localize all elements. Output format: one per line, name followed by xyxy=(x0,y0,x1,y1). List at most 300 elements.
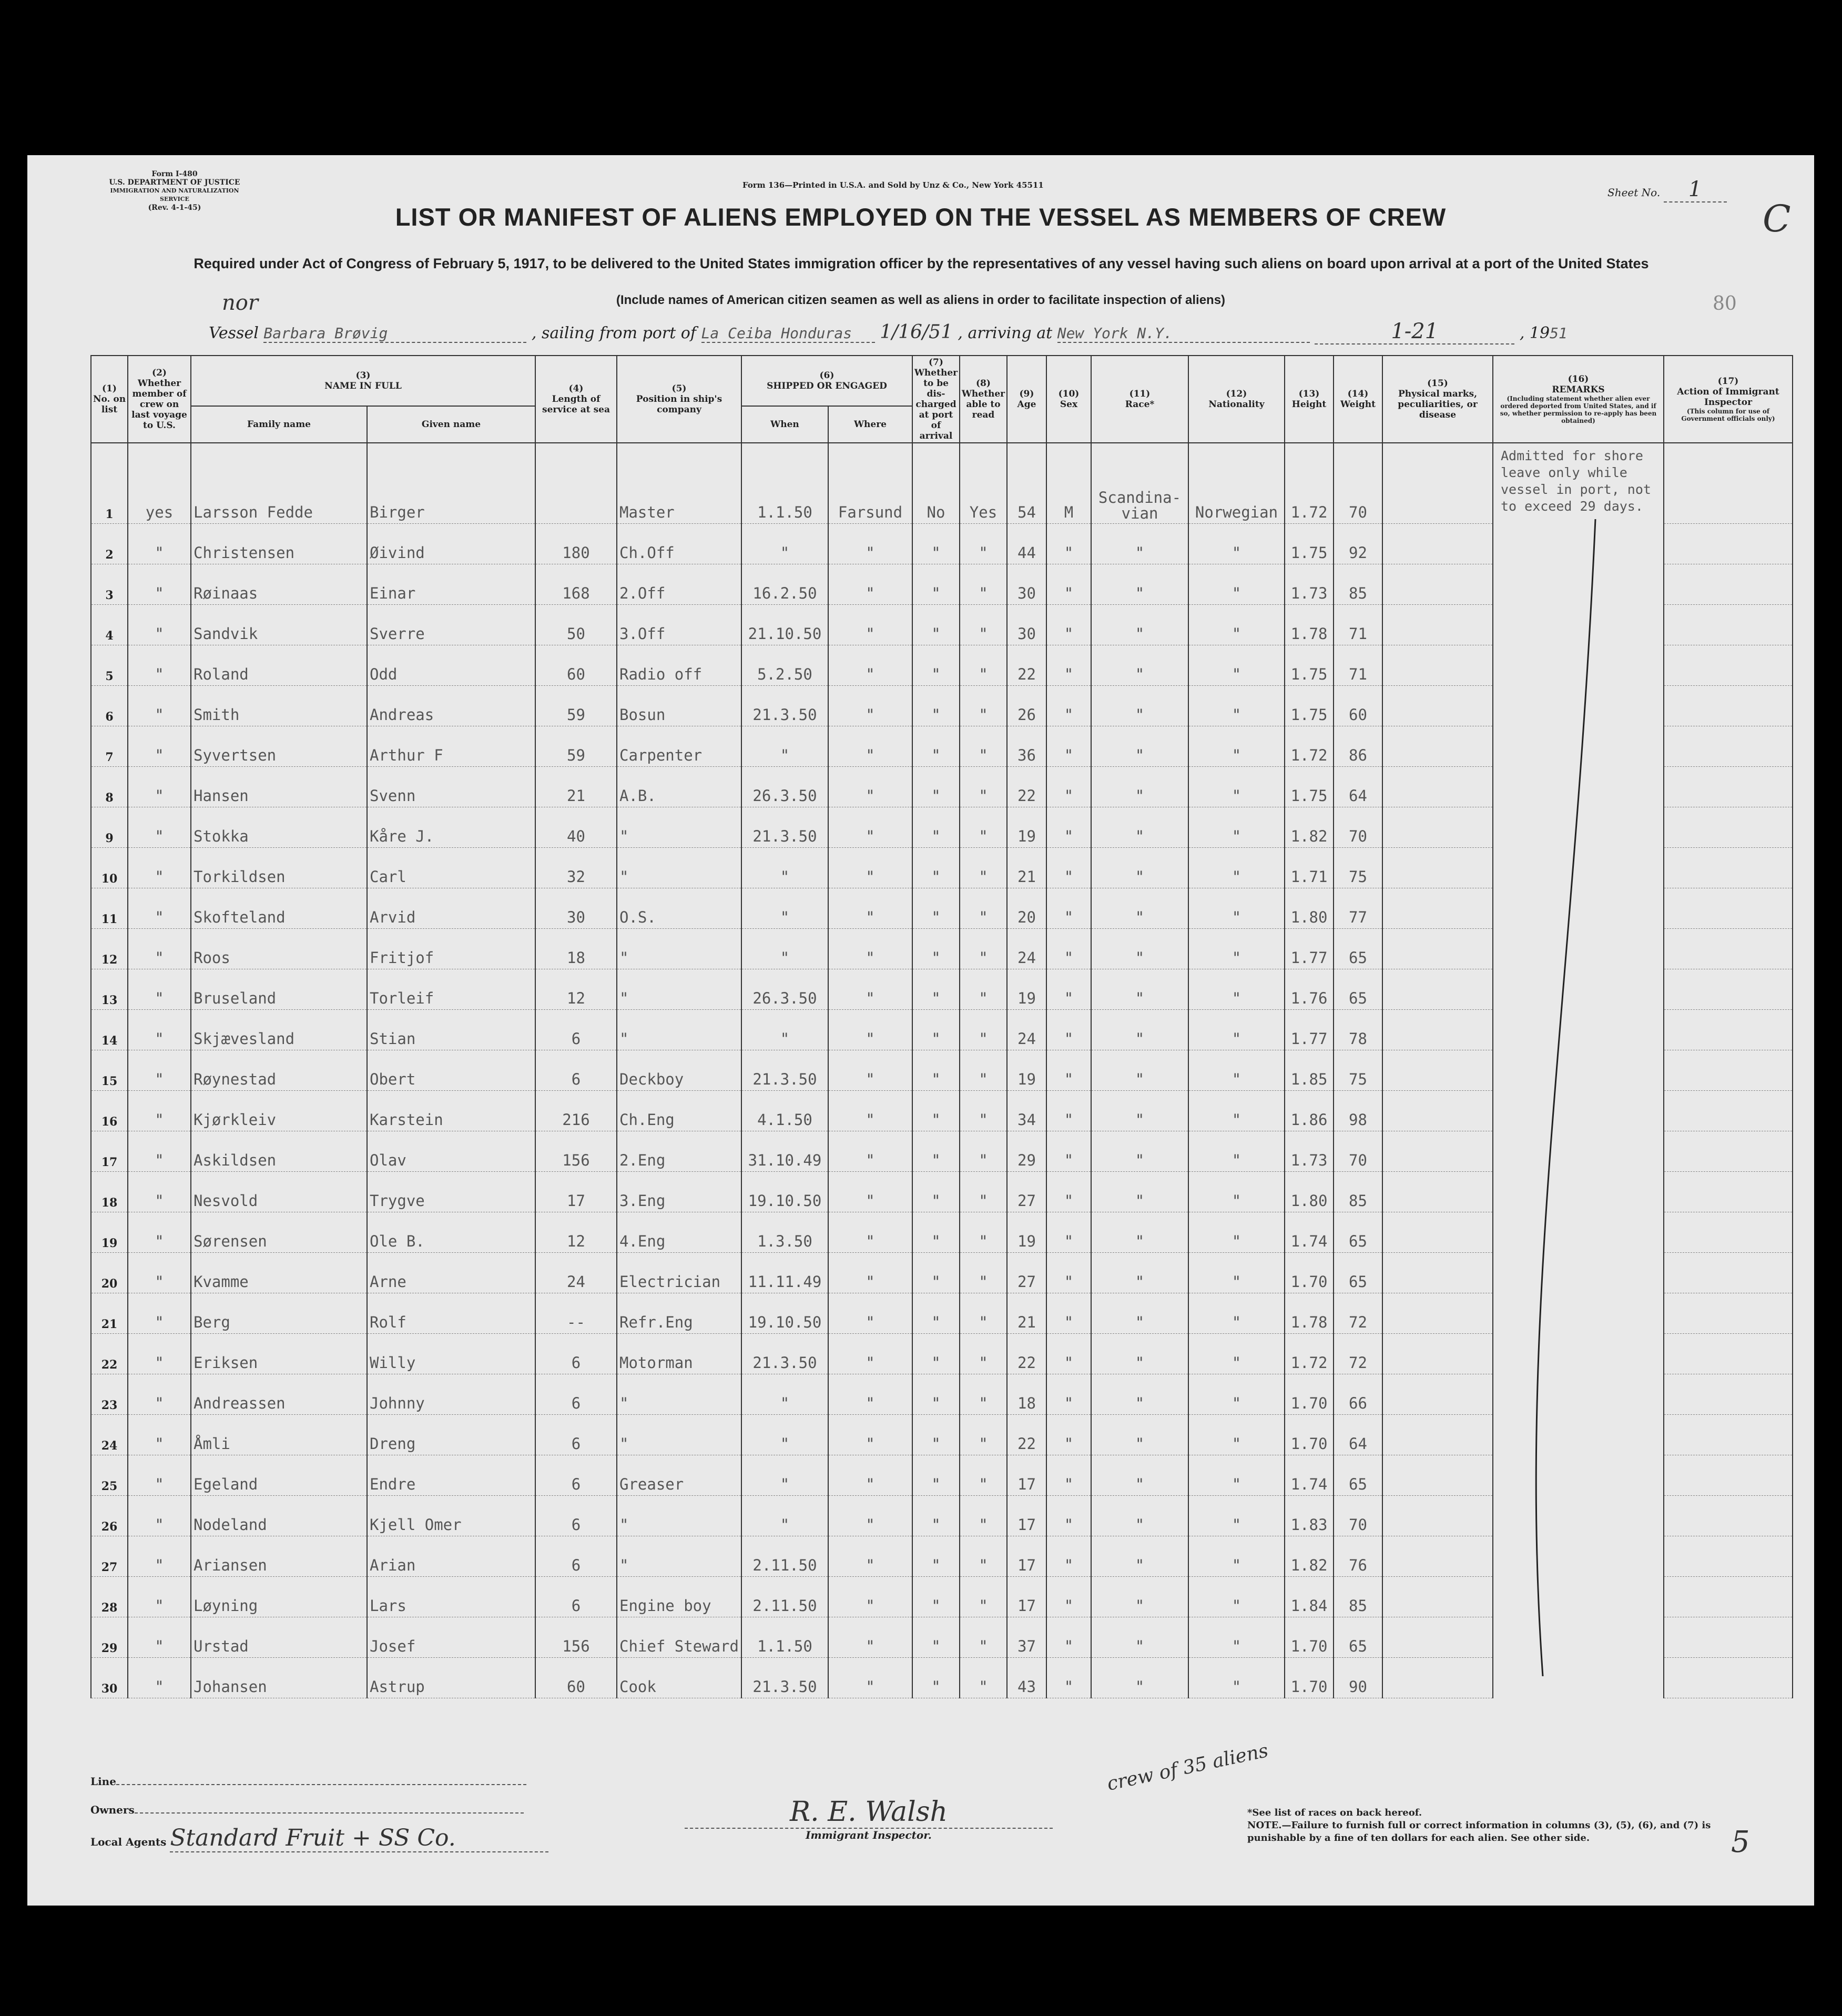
cell-action xyxy=(1664,1091,1793,1131)
cell-given: Birger xyxy=(367,483,535,524)
cell-height: 1.77 xyxy=(1285,929,1334,969)
cell-physical xyxy=(1382,1334,1493,1374)
cell-physical xyxy=(1382,1374,1493,1415)
cell-where: " xyxy=(828,929,912,969)
cell-sex: " xyxy=(1046,1293,1091,1334)
cell-position: " xyxy=(617,1536,741,1577)
cell-given: Einar xyxy=(367,564,535,605)
owners-label: Owners xyxy=(90,1804,135,1816)
cell-action xyxy=(1664,1658,1793,1698)
cell-discharged: " xyxy=(912,1253,960,1293)
cell-where: " xyxy=(828,1617,912,1658)
cell-discharged: " xyxy=(912,888,960,929)
cell-weight: 85 xyxy=(1334,564,1382,605)
cell-weight: 77 xyxy=(1334,888,1382,929)
cell-physical xyxy=(1382,564,1493,605)
crew-count-note: crew of 35 aliens xyxy=(1105,1739,1270,1795)
cell-when: " xyxy=(741,1374,828,1415)
cell-nationality: " xyxy=(1188,929,1285,969)
cell-length: 6 xyxy=(535,1050,617,1091)
cell-nationality: " xyxy=(1188,1658,1285,1698)
cell-family: Egeland xyxy=(191,1455,367,1496)
cell-position: Greaser xyxy=(617,1455,741,1496)
cell-member: " xyxy=(128,1172,191,1212)
cell-family: Johansen xyxy=(191,1658,367,1698)
cell-length: 17 xyxy=(535,1172,617,1212)
cell-no: 24 xyxy=(91,1415,128,1455)
cell-weight: 72 xyxy=(1334,1334,1382,1374)
cell-length: 6 xyxy=(535,1010,617,1050)
cell-age: 27 xyxy=(1007,1253,1046,1293)
cell-given: Trygve xyxy=(367,1172,535,1212)
cell-weight: 85 xyxy=(1334,1172,1382,1212)
cell-age: 43 xyxy=(1007,1658,1046,1698)
cell-age: 17 xyxy=(1007,1577,1046,1617)
cell-discharged: " xyxy=(912,564,960,605)
cell-age: 26 xyxy=(1007,686,1046,726)
manifest-sheet xyxy=(27,155,1814,1906)
cell-age: 30 xyxy=(1007,564,1046,605)
cell-sex: " xyxy=(1046,848,1091,888)
cell-no: 17 xyxy=(91,1131,128,1172)
cell-sex: " xyxy=(1046,1577,1091,1617)
cell-given: Arne xyxy=(367,1253,535,1293)
cell-where: " xyxy=(828,888,912,929)
cell-where: " xyxy=(828,726,912,767)
cell-action xyxy=(1664,1374,1793,1415)
cell-weight: 65 xyxy=(1334,929,1382,969)
cell-physical xyxy=(1382,888,1493,929)
cell-race: " xyxy=(1091,1536,1188,1577)
cell-family: Nodeland xyxy=(191,1496,367,1536)
col-race-header: (11) Race* xyxy=(1091,356,1188,443)
cell-position: 3.Eng xyxy=(617,1172,741,1212)
cell-given: Fritjof xyxy=(367,929,535,969)
cell-given: Ole B. xyxy=(367,1212,535,1253)
cell-read: " xyxy=(960,1050,1007,1091)
cell-age: 21 xyxy=(1007,848,1046,888)
cell-where: " xyxy=(828,1415,912,1455)
cell-discharged: " xyxy=(912,1617,960,1658)
cell-sex: " xyxy=(1046,767,1091,807)
col-sex-header: (10) Sex xyxy=(1046,356,1091,443)
cell-family: Stokka xyxy=(191,807,367,848)
col-remarks-header: (16) REMARKS (Including statement whether alien ever ordered deported from United States, and if so, whether permission to re-apply has been obtained) xyxy=(1493,356,1664,443)
cell-when: 21.10.50 xyxy=(741,605,828,645)
cell-weight: 71 xyxy=(1334,645,1382,686)
cell-family: Kvamme xyxy=(191,1253,367,1293)
cell-height: 1.73 xyxy=(1285,564,1334,605)
cell-no: 12 xyxy=(91,929,128,969)
cell-age: 19 xyxy=(1007,1050,1046,1091)
sailing-label: , sailing from port of xyxy=(531,324,696,342)
cell-position: " xyxy=(617,969,741,1010)
cell-height: 1.75 xyxy=(1285,645,1334,686)
cell-no: 15 xyxy=(91,1050,128,1091)
cell-nationality: " xyxy=(1188,605,1285,645)
cell-where: " xyxy=(828,605,912,645)
col-length-header: (4) Length of service at sea xyxy=(535,356,617,443)
cell-age: 22 xyxy=(1007,767,1046,807)
cell-nationality: " xyxy=(1188,969,1285,1010)
cell-action xyxy=(1664,1536,1793,1577)
cell-age: 20 xyxy=(1007,888,1046,929)
cell-age: 24 xyxy=(1007,929,1046,969)
cell-weight: 70 xyxy=(1334,1131,1382,1172)
cell-given: Josef xyxy=(367,1617,535,1658)
cell-given: Olav xyxy=(367,1131,535,1172)
cell-weight: 66 xyxy=(1334,1374,1382,1415)
cell-nationality: " xyxy=(1188,1536,1285,1577)
cell-height: 1.74 xyxy=(1285,1212,1334,1253)
cell-weight: 65 xyxy=(1334,1212,1382,1253)
cell-physical xyxy=(1382,1050,1493,1091)
cell-nationality: Norwegian xyxy=(1188,483,1285,524)
cell-height: 1.72 xyxy=(1285,726,1334,767)
cell-discharged: " xyxy=(912,1496,960,1536)
cell-given: Kjell Omer xyxy=(367,1496,535,1536)
cell-physical xyxy=(1382,645,1493,686)
cell-discharged: No xyxy=(912,483,960,524)
cell-length: 180 xyxy=(535,524,617,564)
crew-table xyxy=(90,355,1793,1698)
cell-where: Farsund xyxy=(828,483,912,524)
cell-position: Master xyxy=(617,483,741,524)
cell-height: 1.75 xyxy=(1285,686,1334,726)
cell-when: " xyxy=(741,1496,828,1536)
cell-race: " xyxy=(1091,524,1188,564)
cell-member: " xyxy=(128,1415,191,1455)
cell-member: " xyxy=(128,1293,191,1334)
cell-nationality: " xyxy=(1188,848,1285,888)
cell-discharged: " xyxy=(912,1091,960,1131)
cell-position: Motorman xyxy=(617,1334,741,1374)
cell-nationality: " xyxy=(1188,888,1285,929)
cell-nationality: " xyxy=(1188,1577,1285,1617)
cell-age: 17 xyxy=(1007,1536,1046,1577)
cell-no: 6 xyxy=(91,686,128,726)
cell-age: 18 xyxy=(1007,1374,1046,1415)
cell-age: 19 xyxy=(1007,969,1046,1010)
cell-age: 22 xyxy=(1007,1415,1046,1455)
cell-member: " xyxy=(128,1050,191,1091)
cell-height: 1.70 xyxy=(1285,1415,1334,1455)
cell-physical xyxy=(1382,483,1493,524)
cell-family: Nesvold xyxy=(191,1172,367,1212)
cell-sex: " xyxy=(1046,1010,1091,1050)
cell-when: 16.2.50 xyxy=(741,564,828,605)
cell-read: " xyxy=(960,807,1007,848)
cell-height: 1.70 xyxy=(1285,1374,1334,1415)
cell-physical xyxy=(1382,1415,1493,1455)
cell-position: " xyxy=(617,1496,741,1536)
cell-family: Askildsen xyxy=(191,1131,367,1172)
cell-position: " xyxy=(617,1010,741,1050)
cell-sex: " xyxy=(1046,1091,1091,1131)
cell-where: " xyxy=(828,1658,912,1698)
cell-physical xyxy=(1382,1577,1493,1617)
cell-discharged: " xyxy=(912,1212,960,1253)
cell-discharged: " xyxy=(912,1374,960,1415)
cell-no: 9 xyxy=(91,807,128,848)
cell-race: " xyxy=(1091,1415,1188,1455)
cell-physical xyxy=(1382,1131,1493,1172)
cell-length: 6 xyxy=(535,1455,617,1496)
cell-physical xyxy=(1382,929,1493,969)
cell-given: Rolf xyxy=(367,1293,535,1334)
ditto-line xyxy=(1495,519,1653,1676)
cell-when: " xyxy=(741,848,828,888)
cell-action xyxy=(1664,1415,1793,1455)
cell-member: " xyxy=(128,1577,191,1617)
cell-read: " xyxy=(960,564,1007,605)
cell-nationality: " xyxy=(1188,1617,1285,1658)
cell-length: 59 xyxy=(535,726,617,767)
cell-where: " xyxy=(828,1577,912,1617)
col-member-header: (2) Whether member of crew on last voyage to U.S. xyxy=(128,356,191,443)
cell-where: " xyxy=(828,1253,912,1293)
cell-discharged: " xyxy=(912,1131,960,1172)
cell-member: " xyxy=(128,1658,191,1698)
cell-given: Kåre J. xyxy=(367,807,535,848)
cell-age: 36 xyxy=(1007,726,1046,767)
cell-read: " xyxy=(960,1010,1007,1050)
cell-physical xyxy=(1382,605,1493,645)
cell-nationality: " xyxy=(1188,1172,1285,1212)
form-number: Form I-480 xyxy=(151,170,198,178)
vessel-name: Barbara Brøvig xyxy=(263,325,526,343)
cell-race: " xyxy=(1091,1010,1188,1050)
cell-member: " xyxy=(128,1253,191,1293)
cell-action xyxy=(1664,1253,1793,1293)
cell-read: " xyxy=(960,1577,1007,1617)
cell-position: " xyxy=(617,848,741,888)
cell-when: 4.1.50 xyxy=(741,1091,828,1131)
cell-position: Cook xyxy=(617,1658,741,1698)
cell-family: Smith xyxy=(191,686,367,726)
cell-when: 21.3.50 xyxy=(741,1050,828,1091)
cell-race: " xyxy=(1091,726,1188,767)
cell-given: Johnny xyxy=(367,1374,535,1415)
cell-family: Åmli xyxy=(191,1415,367,1455)
cell-discharged: " xyxy=(912,1536,960,1577)
cell-height: 1.74 xyxy=(1285,1455,1334,1496)
cell-nationality: " xyxy=(1188,686,1285,726)
cell-member: " xyxy=(128,564,191,605)
col-family-header: Family name xyxy=(191,406,367,443)
cell-member: " xyxy=(128,605,191,645)
cell-given: Obert xyxy=(367,1050,535,1091)
cell-no: 3 xyxy=(91,564,128,605)
cell-action xyxy=(1664,686,1793,726)
cell-read: " xyxy=(960,524,1007,564)
cell-given: Carl xyxy=(367,848,535,888)
cell-height: 1.70 xyxy=(1285,1658,1334,1698)
cell-action xyxy=(1664,767,1793,807)
cell-height: 1.80 xyxy=(1285,888,1334,929)
cell-age: 17 xyxy=(1007,1455,1046,1496)
cell-member: " xyxy=(128,1334,191,1374)
cell-age: 24 xyxy=(1007,1010,1046,1050)
cell-read: " xyxy=(960,1374,1007,1415)
cell-family: Roos xyxy=(191,929,367,969)
cell-where: " xyxy=(828,1010,912,1050)
cell-age: 34 xyxy=(1007,1091,1046,1131)
departure-date: 1/16/51 xyxy=(880,321,953,343)
cell-age: 19 xyxy=(1007,807,1046,848)
cell-physical xyxy=(1382,1091,1493,1131)
cell-weight: 65 xyxy=(1334,1253,1382,1293)
cell-length: 6 xyxy=(535,1374,617,1415)
cell-race: " xyxy=(1091,767,1188,807)
form-note: (Include names of American citizen seamen as well as aliens in order to facilitate inspection of aliens) xyxy=(616,293,1226,307)
cell-no: 7 xyxy=(91,726,128,767)
cell-member: " xyxy=(128,686,191,726)
cell-when: " xyxy=(741,524,828,564)
cell-read: " xyxy=(960,645,1007,686)
cell-no: 30 xyxy=(91,1658,128,1698)
cell-sex: " xyxy=(1046,1334,1091,1374)
cell-read: " xyxy=(960,1334,1007,1374)
cell-read: " xyxy=(960,1617,1007,1658)
cell-where: " xyxy=(828,1496,912,1536)
cell-sex: M xyxy=(1046,483,1091,524)
cell-when: " xyxy=(741,929,828,969)
cell-member: " xyxy=(128,1617,191,1658)
cell-sex: " xyxy=(1046,645,1091,686)
cell-no: 21 xyxy=(91,1293,128,1334)
cell-weight: 76 xyxy=(1334,1536,1382,1577)
cell-discharged: " xyxy=(912,1577,960,1617)
cell-action xyxy=(1664,929,1793,969)
cell-height: 1.82 xyxy=(1285,807,1334,848)
cell-family: Hansen xyxy=(191,767,367,807)
cell-family: Roland xyxy=(191,645,367,686)
cell-no: 11 xyxy=(91,888,128,929)
cell-no: 25 xyxy=(91,1455,128,1496)
cell-when: " xyxy=(741,1455,828,1496)
cell-physical xyxy=(1382,726,1493,767)
cell-given: Sverre xyxy=(367,605,535,645)
col-age-header: (9) Age xyxy=(1007,356,1046,443)
vessel-line xyxy=(209,319,1681,345)
cell-sex: " xyxy=(1046,1374,1091,1415)
cell-position: 2.Eng xyxy=(617,1131,741,1172)
cell-member: yes xyxy=(128,483,191,524)
cell-race: " xyxy=(1091,605,1188,645)
cell-sex: " xyxy=(1046,564,1091,605)
cell-height: 1.78 xyxy=(1285,1293,1334,1334)
cell-when: 26.3.50 xyxy=(741,969,828,1010)
cell-length: 21 xyxy=(535,767,617,807)
cell-sex: " xyxy=(1046,1050,1091,1091)
cell-sex: " xyxy=(1046,888,1091,929)
owners-field xyxy=(90,1804,548,1816)
cell-given: Torleif xyxy=(367,969,535,1010)
cell-member: " xyxy=(128,1091,191,1131)
cell-sex: " xyxy=(1046,605,1091,645)
cell-race: " xyxy=(1091,645,1188,686)
cell-height: 1.72 xyxy=(1285,1334,1334,1374)
cell-given: Willy xyxy=(367,1334,535,1374)
cell-given: Arvid xyxy=(367,888,535,929)
cell-nationality: " xyxy=(1188,1496,1285,1536)
cell-no: 14 xyxy=(91,1010,128,1050)
cell-member: " xyxy=(128,929,191,969)
cell-position: Electrician xyxy=(617,1253,741,1293)
cell-where: " xyxy=(828,1131,912,1172)
inspector-label: Immigrant Inspector. xyxy=(806,1829,932,1841)
cell-action xyxy=(1664,1293,1793,1334)
col-nationality-header: (12) Nationality xyxy=(1188,356,1285,443)
cell-weight: 65 xyxy=(1334,969,1382,1010)
cell-where: " xyxy=(828,564,912,605)
cell-race: " xyxy=(1091,1374,1188,1415)
cell-read: " xyxy=(960,1172,1007,1212)
col-shipped-header: (6) SHIPPED OR ENGAGED xyxy=(741,356,912,406)
dept-line: U.S. DEPARTMENT OF JUSTICE xyxy=(109,178,240,187)
cell-given: Stian xyxy=(367,1010,535,1050)
cell-read: " xyxy=(960,1293,1007,1334)
cell-weight: 78 xyxy=(1334,1010,1382,1050)
cell-length: 156 xyxy=(535,1131,617,1172)
cell-when: 21.3.50 xyxy=(741,1658,828,1698)
cell-member: " xyxy=(128,524,191,564)
cell-nationality: " xyxy=(1188,1293,1285,1334)
cell-action xyxy=(1664,1131,1793,1172)
footer-block xyxy=(90,1775,548,1852)
cell-given: Astrup xyxy=(367,1658,535,1698)
cell-given: Lars xyxy=(367,1577,535,1617)
cell-no: 28 xyxy=(91,1577,128,1617)
cell-race: " xyxy=(1091,848,1188,888)
cell-length: 6 xyxy=(535,1536,617,1577)
cell-action xyxy=(1664,1212,1793,1253)
col-no-header: (1) No. on list xyxy=(91,356,128,443)
cell-nationality: " xyxy=(1188,564,1285,605)
cell-no: 8 xyxy=(91,767,128,807)
port-of-departure: La Ceiba Honduras xyxy=(701,325,875,343)
cell-weight: 70 xyxy=(1334,483,1382,524)
cell-race: " xyxy=(1091,1293,1188,1334)
cell-age: 21 xyxy=(1007,1293,1046,1334)
cell-when: 21.3.50 xyxy=(741,1334,828,1374)
cell-member: " xyxy=(128,807,191,848)
cell-read: " xyxy=(960,1455,1007,1496)
cell-discharged: " xyxy=(912,1455,960,1496)
dept-line: (Rev. 4-1-45) xyxy=(148,204,201,212)
cell-discharged: " xyxy=(912,1050,960,1091)
cell-nationality: " xyxy=(1188,1455,1285,1496)
cell-read: " xyxy=(960,1658,1007,1698)
cell-weight: 90 xyxy=(1334,1658,1382,1698)
crew-table-body xyxy=(91,443,1793,1698)
cell-age: 17 xyxy=(1007,1496,1046,1536)
cell-race: " xyxy=(1091,1658,1188,1698)
cell-action xyxy=(1664,1496,1793,1536)
cell-read: " xyxy=(960,767,1007,807)
cell-length: 6 xyxy=(535,1577,617,1617)
cell-when: " xyxy=(741,1415,828,1455)
cell-nationality: " xyxy=(1188,1253,1285,1293)
cell-race: " xyxy=(1091,686,1188,726)
cell-height: 1.73 xyxy=(1285,1131,1334,1172)
cell-no: 23 xyxy=(91,1374,128,1415)
cell-age: 22 xyxy=(1007,1334,1046,1374)
cell-family: Torkildsen xyxy=(191,848,367,888)
form-title: LIST OR MANIFEST OF ALIENS EMPLOYED ON THE VESSEL AS MEMBERS OF CREW xyxy=(395,203,1447,231)
line-label: Line xyxy=(90,1775,116,1788)
